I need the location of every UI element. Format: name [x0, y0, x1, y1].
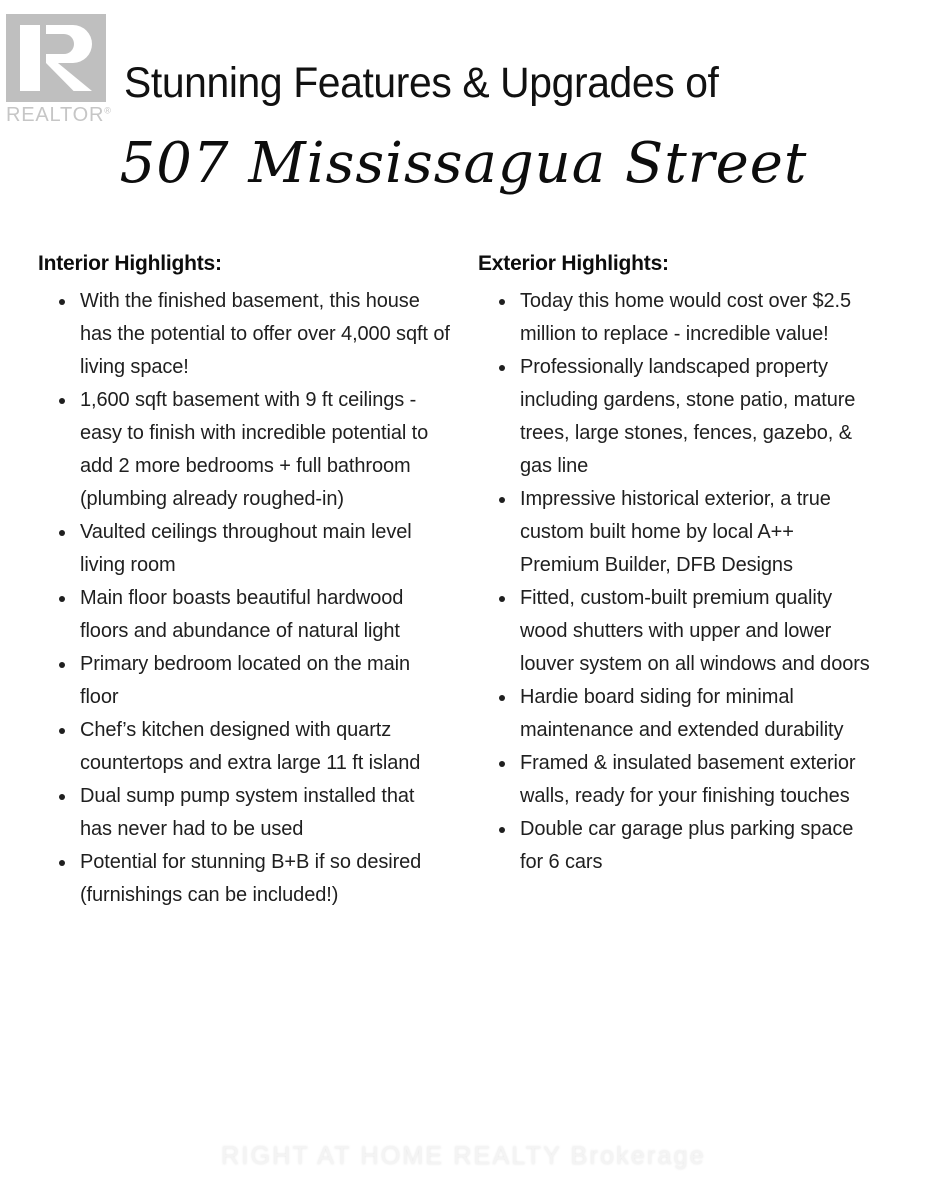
list-item: Fitted, custom-built premium quality wood shutters with upper and lower louver system on all windows and doors [478, 582, 878, 681]
list-item: Today this home would cost over $2.5 million to replace - incredible value! [478, 285, 878, 351]
list-item: 1,600 sqft basement with 9 ft ceilings - easy to finish with incredible potential to add 2 more bedrooms + full bathroom (plumbing already roughed-in) [38, 384, 450, 516]
list-item: With the finished basement, this house has the potential to offer over 4,000 sqft of living space! [38, 285, 450, 384]
brokerage-watermark: RIGHT AT HOME REALTY Brokerage [221, 1142, 706, 1170]
list-item: Framed & insulated basement exterior walls, ready for your finishing touches [478, 747, 878, 813]
realtor-wordmark [6, 104, 112, 127]
list-item: Vaulted ceilings throughout main level living room [38, 516, 450, 582]
realtor-r-stem [20, 25, 40, 91]
exterior-highlights-list [478, 285, 878, 879]
list-item: Hardie board siding for minimal maintenance and extended durability [478, 681, 878, 747]
exterior-highlights-column [478, 252, 878, 879]
realtor-logo [6, 14, 112, 130]
interior-highlights-heading: Interior Highlights: [38, 252, 222, 275]
realtor-r-mark [6, 14, 106, 102]
list-item: Main floor boasts beautiful hardwood floors and abundance of natural light [38, 582, 450, 648]
page-title-line-1: Stunning Features & Upgrades of [124, 59, 719, 107]
list-item: Potential for stunning B+B if so desired (furnishings can be included!) [38, 846, 450, 912]
list-item: Primary bedroom located on the main floor [38, 648, 450, 714]
realtor-r-leg [46, 63, 92, 91]
list-item: Double car garage plus parking space for 6 cars [478, 813, 878, 879]
registered-trademark-icon: ® [104, 105, 112, 116]
list-item: Impressive historical exterior, a true custom built home by local A++ Premium Builder, DFB Designs [478, 483, 878, 582]
page-title-address: 507 Mississagua Street [119, 131, 808, 196]
interior-highlights-list [38, 285, 450, 912]
list-item: Professionally landscaped property including gardens, stone patio, mature trees, large stones, fences, gazebo, & gas line [478, 351, 878, 483]
exterior-highlights-heading: Exterior Highlights: [478, 252, 669, 275]
realtor-wordmark-text: REALTOR [6, 104, 105, 126]
realtor-r-bowl-counter [46, 34, 74, 54]
list-item: Chef’s kitchen designed with quartz countertops and extra large 11 ft island [38, 714, 450, 780]
interior-highlights-column [38, 252, 450, 912]
document-header [0, 0, 927, 232]
list-item: Dual sump pump system installed that has never had to be used [38, 780, 450, 846]
